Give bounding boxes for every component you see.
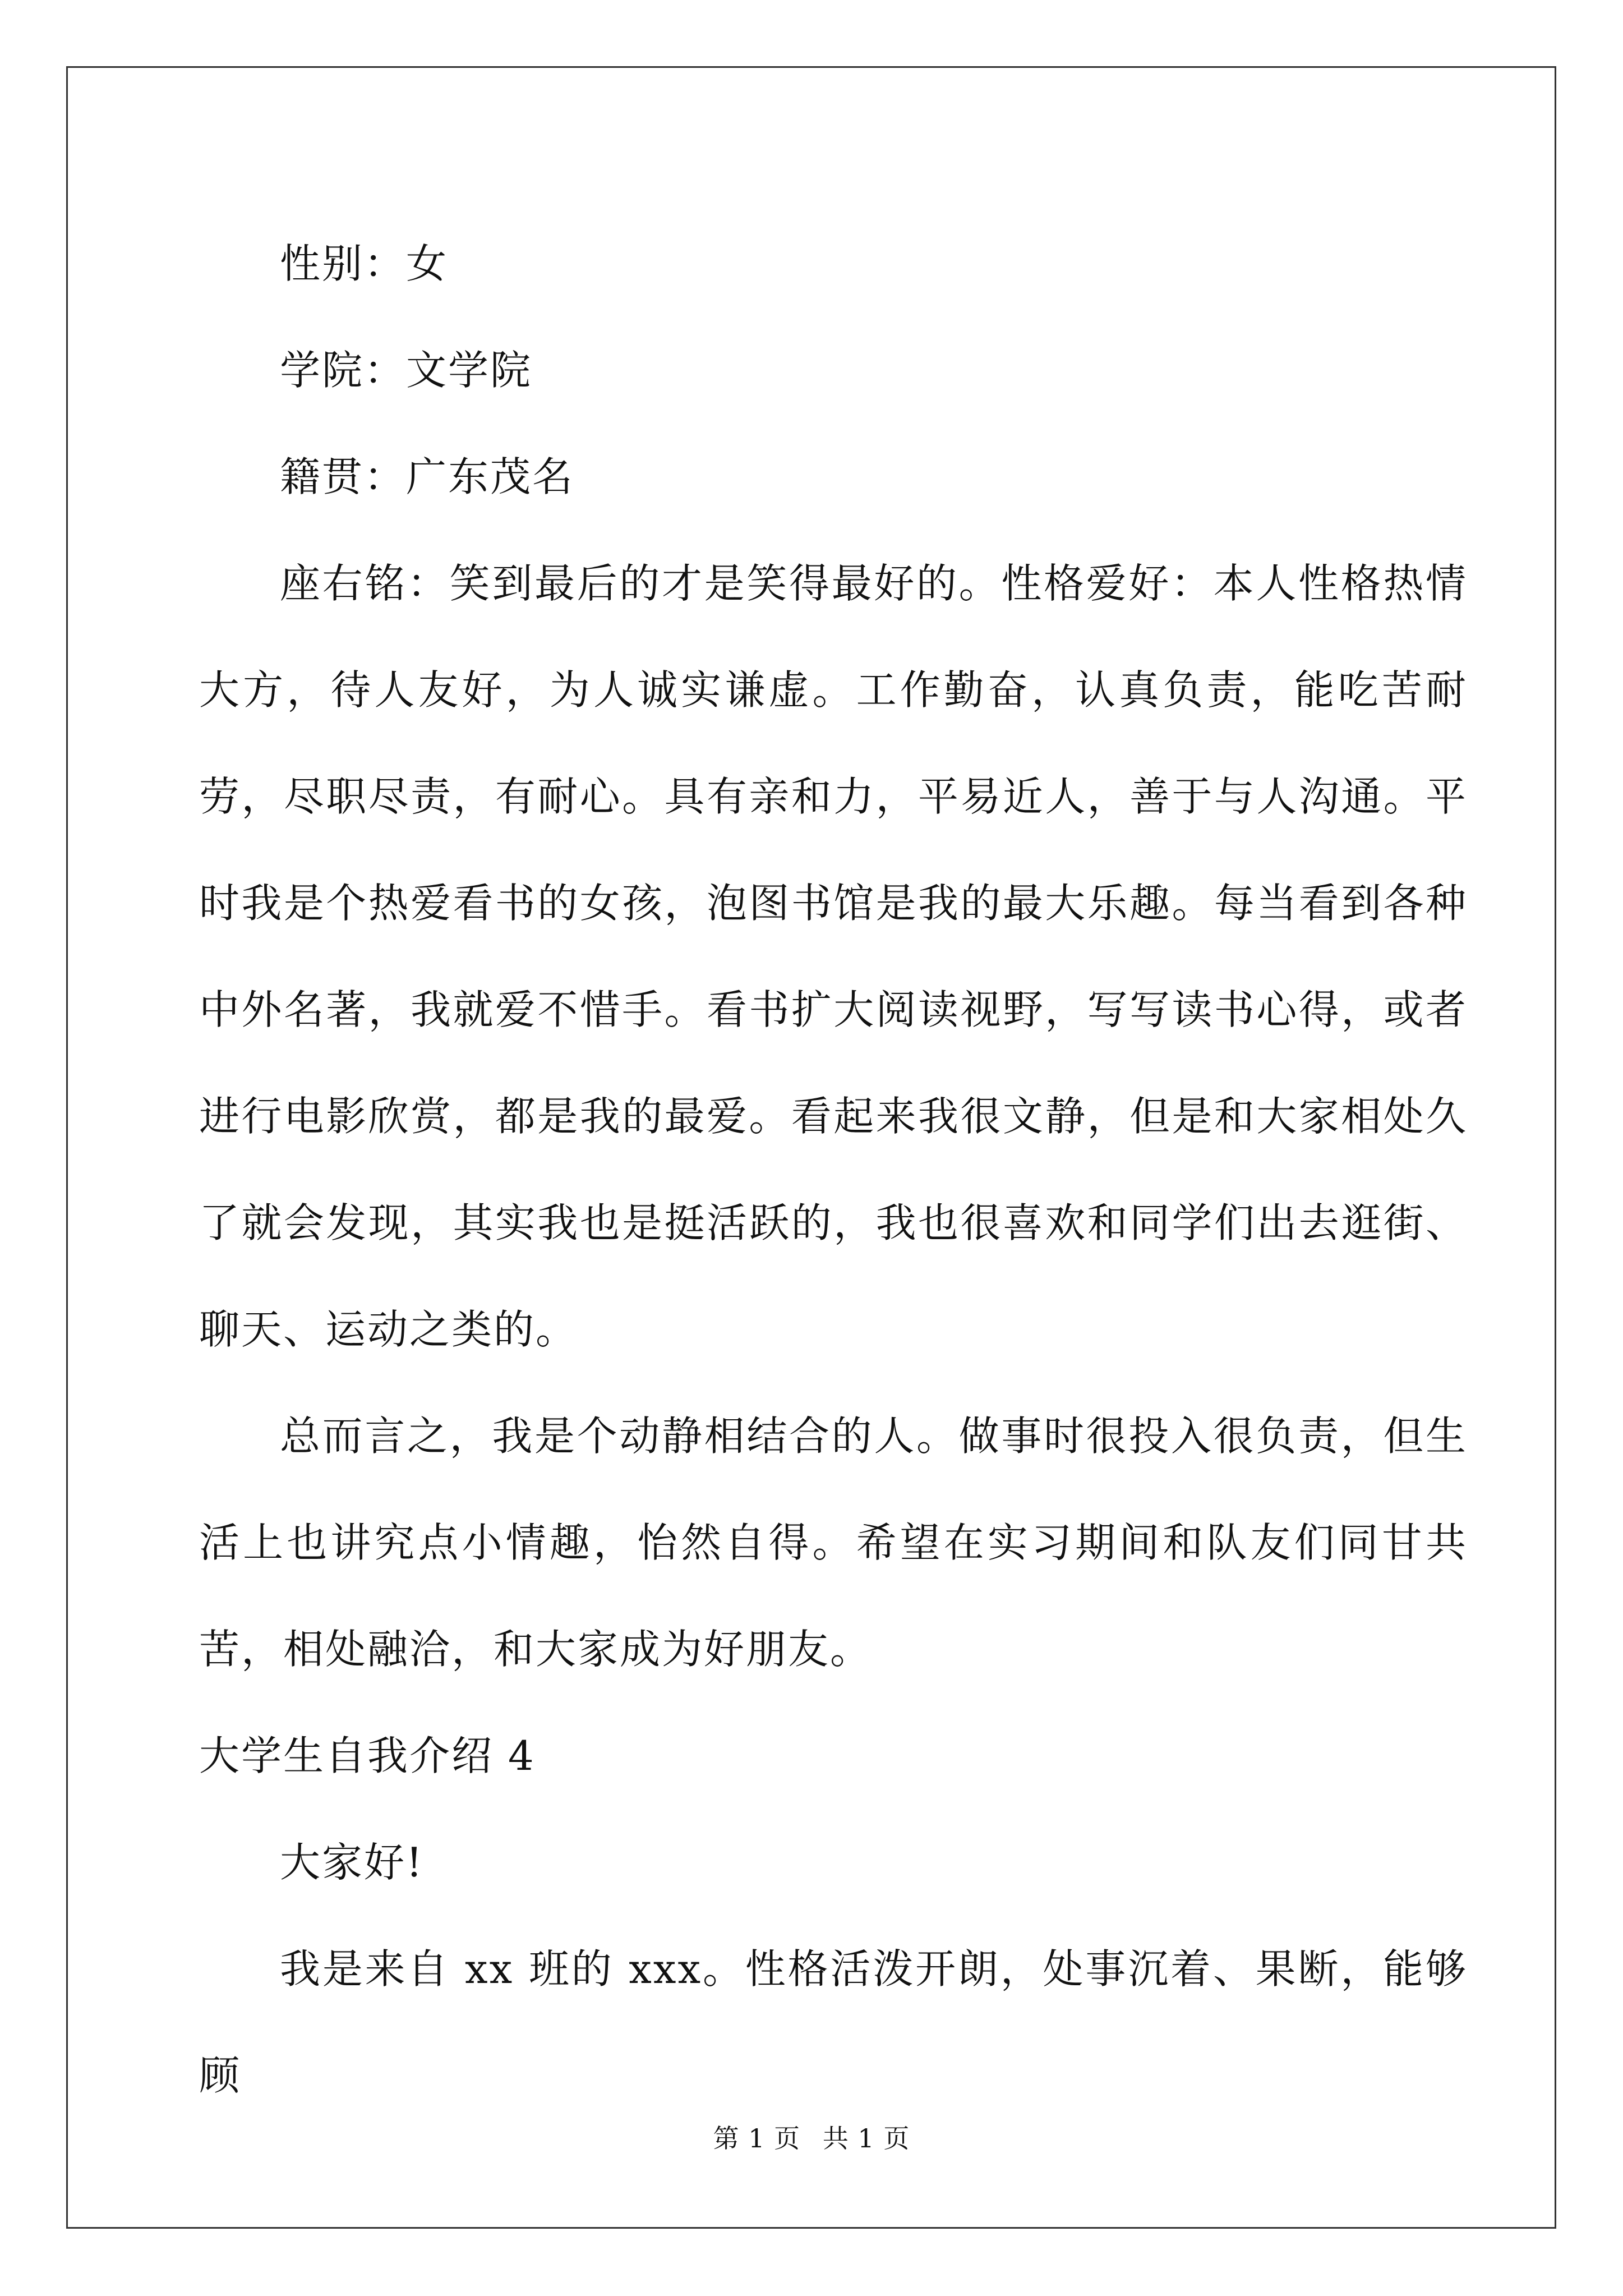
paragraph-motto-hobbies: 座右铭：笑到最后的才是笑得最好的。性格爱好：本人性格热情大方，待人友好，为人诚实谦虚。工作勤奋，认真负责，能吃苦耐劳，尽职尽责，有耐心。具有亲和力，平易近人，善于与人沟通。平时我是个热爱看书的女孩，泡图书馆是我的最大乐趣。每当看到各种中外名著，我就爱不惜手。看书扩大阅读视野，写写读书心得，或者进行电影欣赏，都是我的最爱。看起来我很文静，但是和大家相处久了就会发现，其实我也是挺活跃的，我也很喜欢和同学们出去逛街、聊天、运动之类的。 [199, 560, 1468, 1353]
document-body [199, 210, 1468, 2129]
page-number-total: 共 1 页 [822, 2123, 910, 2154]
paragraph-greeting: 大家好! [280, 1839, 424, 1886]
paragraph-intro: 我是来自 xx 班的 xxx。性格活泼开朗，处事沉着、果断，能够顾 [199, 1945, 1468, 2099]
page-footer [0, 2122, 1623, 2155]
field-hometown: 籍贯：广东茂名 [280, 453, 575, 500]
page-number-current: 第 1 页 [713, 2123, 801, 2154]
field-college: 学院：文学院 [280, 347, 533, 394]
field-gender: 性别：女 [280, 240, 449, 287]
paragraph-summary: 总而言之，我是个动静相结合的人。做事时很投入很负责，但生活上也讲究点小情趣，怡然自得。希望在实习期间和队友们同甘共苦，相处融洽，和大家成为好朋友。 [199, 1412, 1468, 1673]
section-title: 大学生自我介绍 4 [199, 1732, 536, 1779]
